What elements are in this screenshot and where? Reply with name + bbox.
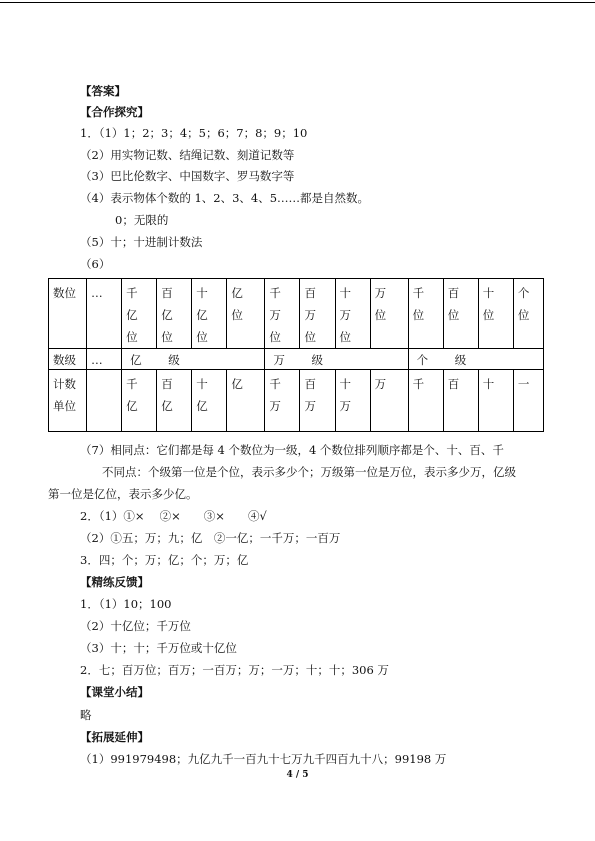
table-row-period — [49, 349, 544, 370]
table-row-place — [49, 279, 544, 349]
row-label: 数位 — [49, 279, 87, 349]
table-cell — [87, 370, 122, 432]
table-cell: 一 — [513, 370, 543, 432]
table-cell: 十 万 — [335, 370, 370, 432]
answer-line: 第一位是亿位，表示多少亿。 — [48, 487, 198, 501]
table-cell: 十 亿 位 — [192, 279, 227, 349]
table-cell: 百 — [443, 370, 478, 432]
table-cell: 十 万 位 — [335, 279, 370, 349]
table-cell: 千 — [408, 370, 443, 432]
answer-line: （3）十；十；千万位或十亿位 — [80, 641, 237, 655]
top-rule — [0, 2, 595, 3]
table-cell: 十 — [478, 370, 513, 432]
answer-line: 1．（1）10；100 — [80, 597, 172, 611]
section-heading: 【拓展延伸】 — [80, 730, 149, 744]
table-cell: 百 亿 位 — [157, 279, 192, 349]
table-cell: 千 亿 位 — [122, 279, 157, 349]
table-cell: 亿 位 — [227, 279, 265, 349]
table-row-unit — [49, 370, 544, 432]
table-cell: 十 位 — [478, 279, 513, 349]
table-cell: 百 万 — [300, 370, 335, 432]
period-group: 个 级 — [408, 349, 543, 370]
section-heading: 【课堂小结】 — [80, 685, 149, 699]
answer-line: 3．四；个；万；亿；个；万；亿 — [80, 553, 249, 567]
place-value-table — [48, 278, 544, 432]
section-heading: 【答案】 — [80, 84, 126, 98]
table-cell: 千 万 — [265, 370, 300, 432]
period-group: 万 级 — [265, 349, 408, 370]
answer-line: 2．（1）①× ②× ③× ④√ — [80, 509, 267, 523]
table-cell: 亿 — [227, 370, 265, 432]
answer-line: （7）相同点：它们都是每 4 个数位为一级，4 个数位排列顺序都是个、十、百、千 — [80, 443, 504, 457]
answer-line: 1．（1）1；2；3；4；5；6；7；8；9；10 — [80, 126, 308, 140]
answer-line: （2）①五；万；九；亿 ②一亿；一千万；一百万 — [80, 531, 341, 545]
table-cell: 百 万 位 — [300, 279, 335, 349]
answer-line: 略 — [80, 708, 92, 722]
table-cell: … — [87, 349, 122, 370]
section-heading: 【精练反馈】 — [80, 575, 149, 589]
period-group: 亿 级 — [122, 349, 265, 370]
table-cell: … — [87, 279, 122, 349]
page-number: 4 / 5 — [286, 770, 309, 780]
answer-line: 不同点：个级第一位是个位，表示多少个；万级第一位是万位，表示多少万，亿级 — [102, 465, 516, 479]
table-cell: 十 亿 — [192, 370, 227, 432]
table-cell: 千 位 — [408, 279, 443, 349]
table-cell: 万 — [370, 370, 408, 432]
table-cell: 千 亿 — [122, 370, 157, 432]
table-cell: 万 位 — [370, 279, 408, 349]
answer-line: （5）十；十进制计数法 — [80, 235, 203, 249]
table-cell: 个 位 — [513, 279, 543, 349]
table-cell: 千 万 位 — [265, 279, 300, 349]
row-label: 计数 单位 — [49, 370, 87, 432]
table-cell: 百 位 — [443, 279, 478, 349]
answer-line: （1）991979498；九亿九千一百九十七万九千四百九十八；99198 万 — [80, 752, 447, 766]
answer-line: （3）巴比伦数字、中国数字、罗马数字等 — [80, 169, 295, 183]
answer-line: 2．七；百万位；百万；一百万；万；一万；十；十；306 万 — [80, 663, 389, 677]
table-cell: 百 亿 — [157, 370, 192, 432]
answer-line: 0；无限的 — [115, 213, 169, 227]
row-label: 数级 — [49, 349, 87, 370]
answer-line: （6） — [80, 257, 111, 271]
answer-line: （2）用实物记数、结绳记数、刻道记数等 — [80, 148, 295, 162]
answer-line: （4）表示物体个数的 1、2、3、4、5……都是自然数。 — [80, 191, 370, 205]
answer-line: （2）十亿位；千万位 — [80, 619, 191, 633]
section-heading: 【合作探究】 — [80, 105, 149, 119]
